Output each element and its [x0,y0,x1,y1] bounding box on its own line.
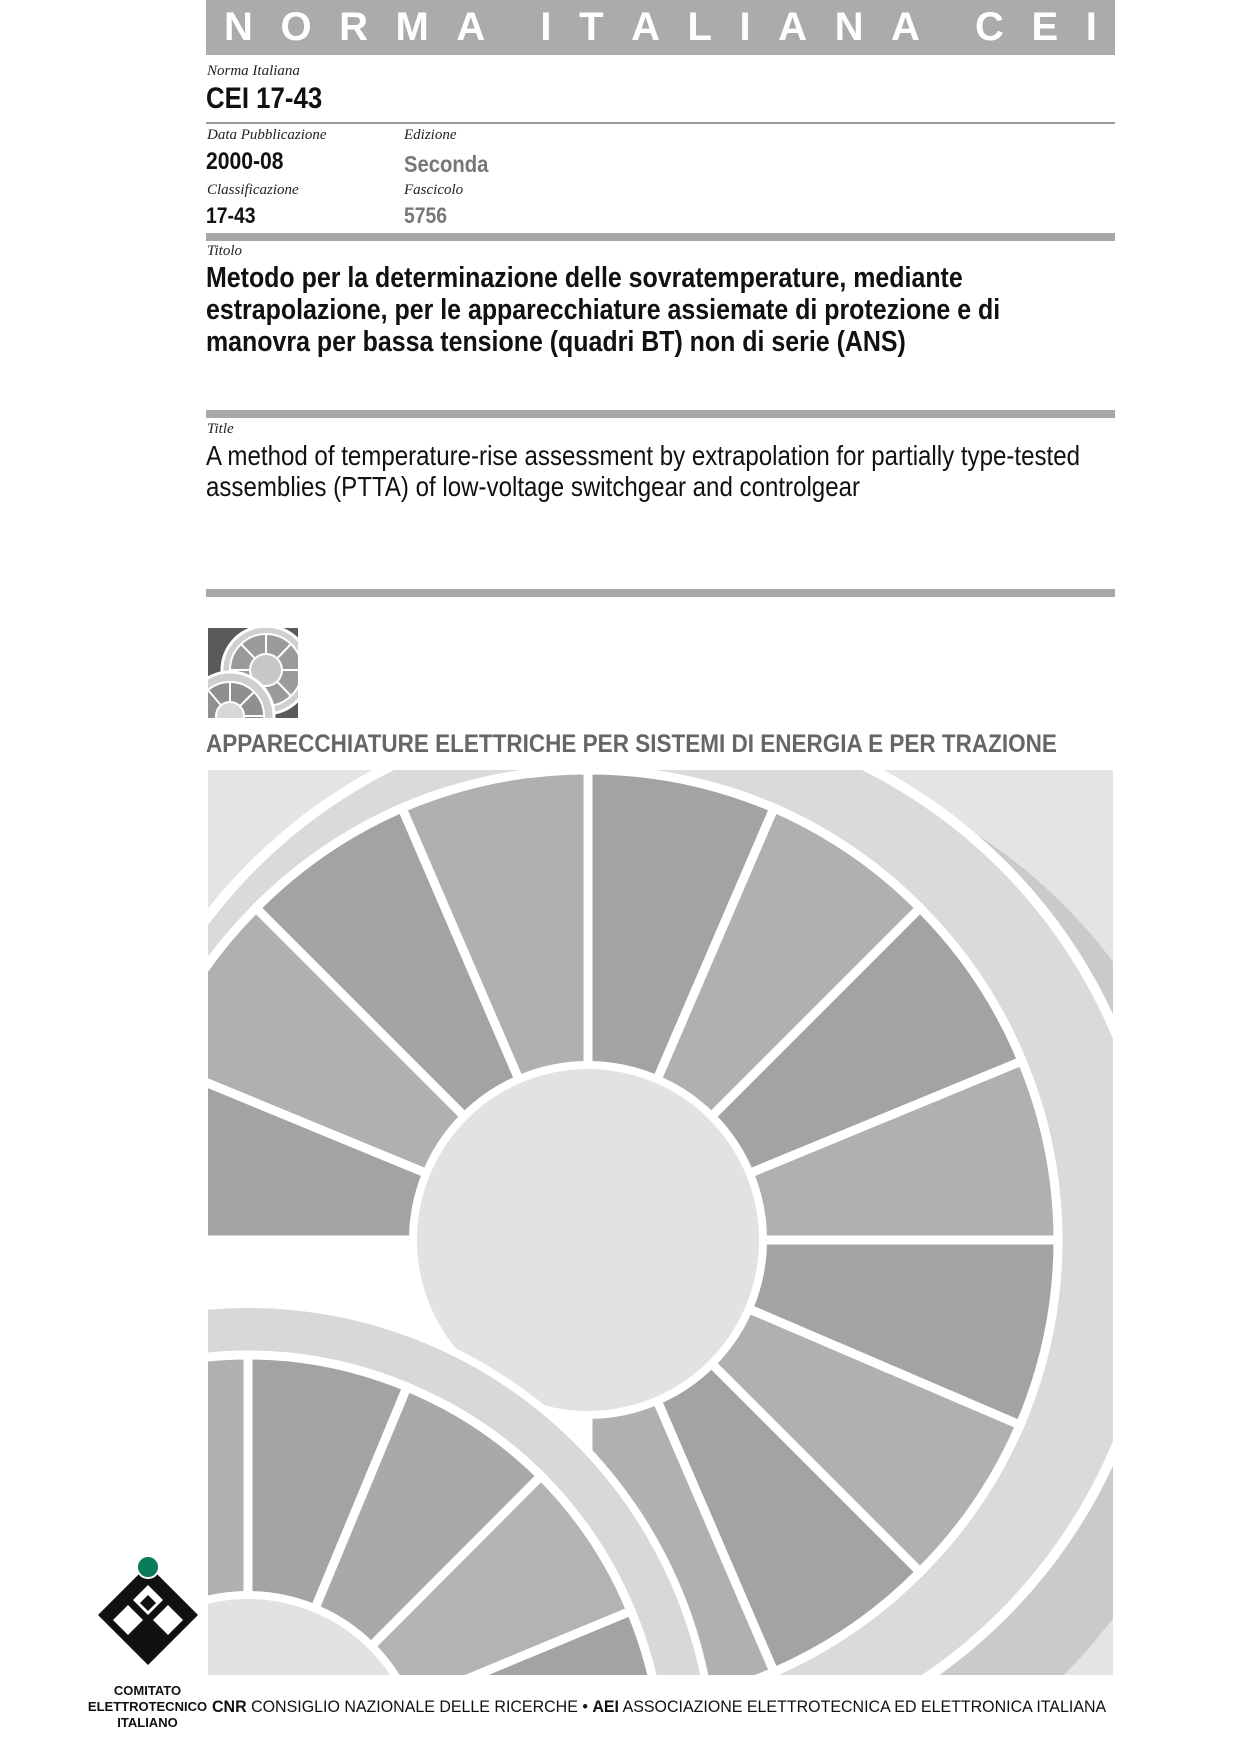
cnr-abbreviation: CNR [212,1697,247,1716]
banner-letter: I [1085,5,1097,49]
publisher-line: ELETTROTECNICO [87,1699,208,1714]
cnr-name: CONSIGLIO NAZIONALE DELLE RICERCHE [251,1697,578,1716]
aei-name: ASSOCIAZIONE ELETTROTECNICA ED ELETTRONICA ITALIANA [622,1697,1107,1716]
pubblicazione-label: Data Pubblicazione [207,127,327,143]
english-title-line: A method of temperature-rise assessment by extrapolation for partially type-tested [206,440,1081,471]
english-title-line: assemblies (PTTA) of low-voltage switchgear and controlgear [206,471,861,502]
category-heading: APPARECCHIATURE ELETTRICHE PER SISTEMI DI ENERGIA E PER TRAZIONE [206,730,1057,758]
italian-title-line: estrapolazione, per le apparecchiature assiemate di protezione e di [206,294,1001,326]
divider [206,410,1115,418]
turbine-cover-illustration [208,770,1113,1675]
publisher-line: COMITATO [113,1683,182,1698]
italian-title [206,262,1066,358]
classificazione-label: Classificazione [207,182,299,198]
divider [206,233,1115,241]
banner-letter: A [631,5,660,49]
banner-letter: N [224,5,253,49]
footer-separator: • [582,1697,588,1716]
norma-italiana-cei-banner [206,0,1115,55]
titolo-label: Titolo [207,243,243,259]
banner-letter: T [579,5,604,49]
banner-letter: R [339,5,368,49]
banner-letter: A [778,5,808,49]
banner-letter: C [975,5,1004,49]
banner-letter: L [687,5,712,49]
norma-label: Norma Italiana [207,63,300,79]
turbine-thumbnail-icon [208,628,298,718]
edizione-value: Seconda [404,151,489,177]
italian-title-line: Metodo per la determinazione delle sovratemperature, mediante [206,262,963,294]
title-label: Title [207,421,234,437]
norma-number: CEI 17-43 [206,82,323,115]
banner-letter: E [1031,5,1059,49]
fascicolo-label: Fascicolo [404,182,464,198]
banner-letter: A [456,5,486,49]
publisher-name [80,1683,215,1731]
aei-abbreviation: AEI [592,1697,620,1716]
banner-letter: M [395,5,429,49]
banner-letter: I [540,5,552,49]
classificazione-value: 17-43 [206,203,256,228]
fascicolo-value: 5756 [404,203,448,228]
publisher-line: ITALIANO [117,1715,178,1730]
banner-letter: O [280,5,312,49]
footer-organizations [212,1697,1106,1717]
divider [206,589,1115,597]
english-title [206,440,1100,502]
divider [206,122,1115,124]
cei-logo-icon [88,1555,208,1675]
pubblicazione-value: 2000-08 [206,148,284,175]
banner-letter: N [834,5,864,49]
banner-letter: A [891,5,920,49]
banner-letter: I [739,5,751,49]
italian-title-line: manovra per bassa tensione (quadri BT) non di serie (ANS) [206,326,906,358]
edizione-label: Edizione [404,127,457,143]
